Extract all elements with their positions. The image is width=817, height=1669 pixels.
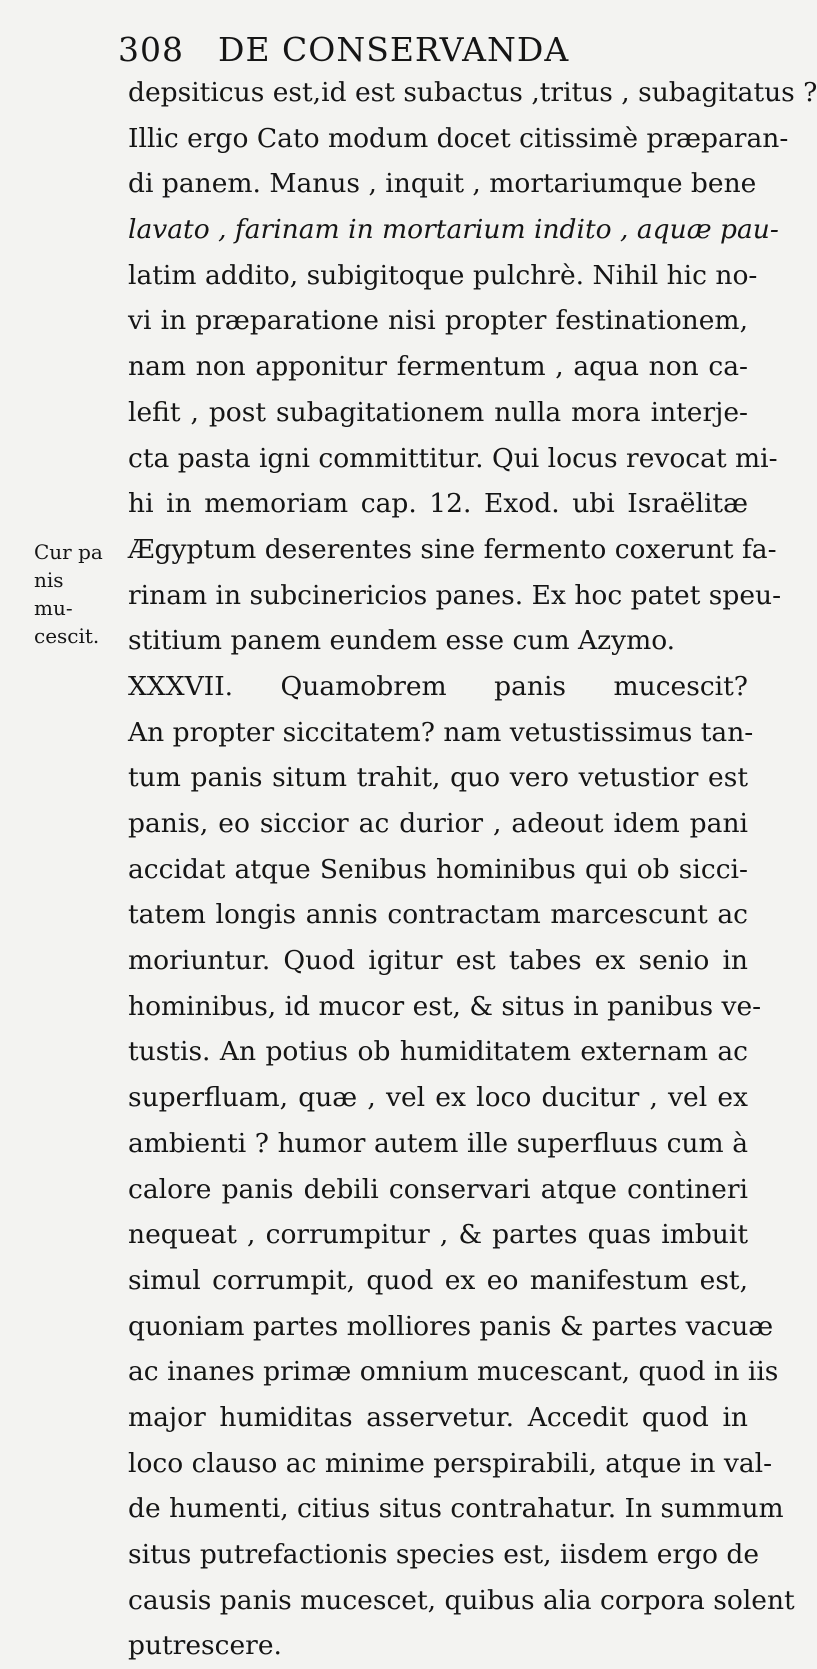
margin-note-line: cescit. — [34, 624, 100, 648]
text-line: loco clauso ac minime perspirabili, atque in val- — [128, 1447, 773, 1479]
text-line: Ægyptum deserentes sine fermento coxerunt fa- — [128, 533, 777, 565]
text-line: simul corrumpit, quod ex eo manifestum est, — [128, 1264, 748, 1296]
margin-note-line: nis — [34, 568, 64, 592]
text-line: Illic ergo Cato modum docet citissimè præparan- — [128, 122, 789, 154]
text-line: hominibus, id mucor est, & situs in panibus ve- — [128, 990, 762, 1022]
text-line: stitium panem eundem esse cum Azymo. — [128, 625, 676, 657]
text-line: tustis. An potius ob humiditatem externam ac — [128, 1036, 748, 1068]
page-number: 308 — [118, 30, 184, 69]
text-line: calore panis debili conservari atque contineri — [128, 1173, 748, 1205]
text-line: lefit , post subagitationem nulla mora interje- — [128, 396, 748, 428]
text-line: vi in præparatione nisi propter festinationem, — [128, 305, 748, 337]
text-line: causis panis mucescet, quibus alia corpora solent — [128, 1584, 795, 1616]
text-line: panis, eo siccior ac durior , adeout idem pani — [128, 808, 748, 839]
text-line: ac inanes primæ omnium mucescant, quod in iis — [128, 1356, 779, 1388]
text-line: moriuntur. Quod igitur est tabes ex senio in — [128, 945, 748, 977]
text-line: de humenti, citius situs contrahatur. In summum — [128, 1493, 784, 1525]
text-line: hi in memoriam cap. 12. Exod. ubi Israëlitæ — [128, 488, 748, 520]
text-line: cta pasta igni committitur. Qui locus revocat mi- — [128, 442, 778, 474]
text-line: nam non apponitur fermentum , aqua non ca- — [128, 351, 748, 383]
margin-note-line: Cur pa — [34, 540, 103, 564]
text-line: tum panis situm trahit, quo vero vetustior est — [128, 762, 748, 794]
text-line: situs putrefactionis species est, iisdem ergo de — [128, 1539, 760, 1570]
text-line: depsiticus est,id est subactus ,tritus , subagitatus ? — [128, 77, 817, 108]
text-line: major humiditas asservetur. Accedit quod in — [128, 1401, 748, 1433]
text-line: quoniam partes molliores panis & partes vacuæ — [128, 1310, 774, 1342]
text-line: accidat atque Senibus hominibus qui ob sicci- — [128, 853, 748, 885]
margin-note — [34, 538, 124, 650]
body-text — [128, 70, 817, 1669]
text-line: An propter siccitatem? nam vetustissimus tan- — [128, 716, 754, 748]
running-title: DE CONSERVANDA — [218, 30, 570, 69]
text-line: rinam in subcinericios panes. Ex hoc patet speu- — [128, 579, 782, 611]
margin-note-line: mu- — [34, 596, 73, 620]
text-line: lavato , farinam in mortarium indito , aquæ pau- — [128, 214, 779, 246]
text-line: tatem longis annis contractam marcescunt ac — [128, 899, 748, 931]
text-line: di panem. Manus , inquit , mortariumque bene — [128, 168, 757, 200]
text-line: ambienti ? humor autem ille superfluus cum à — [128, 1127, 748, 1159]
text-line: putrescere. — [128, 1630, 282, 1662]
text-line: latim addito, subigitoque pulchrè. Nihil hic no- — [128, 259, 758, 291]
text-line: XXXVII. Quamobrem panis mucescit? — [128, 670, 748, 702]
text-line: nequeat , corrumpitur , & partes quas imbuit — [128, 1219, 748, 1251]
text-line: superfluam, quæ , vel ex loco ducitur , vel ex — [128, 1082, 748, 1114]
